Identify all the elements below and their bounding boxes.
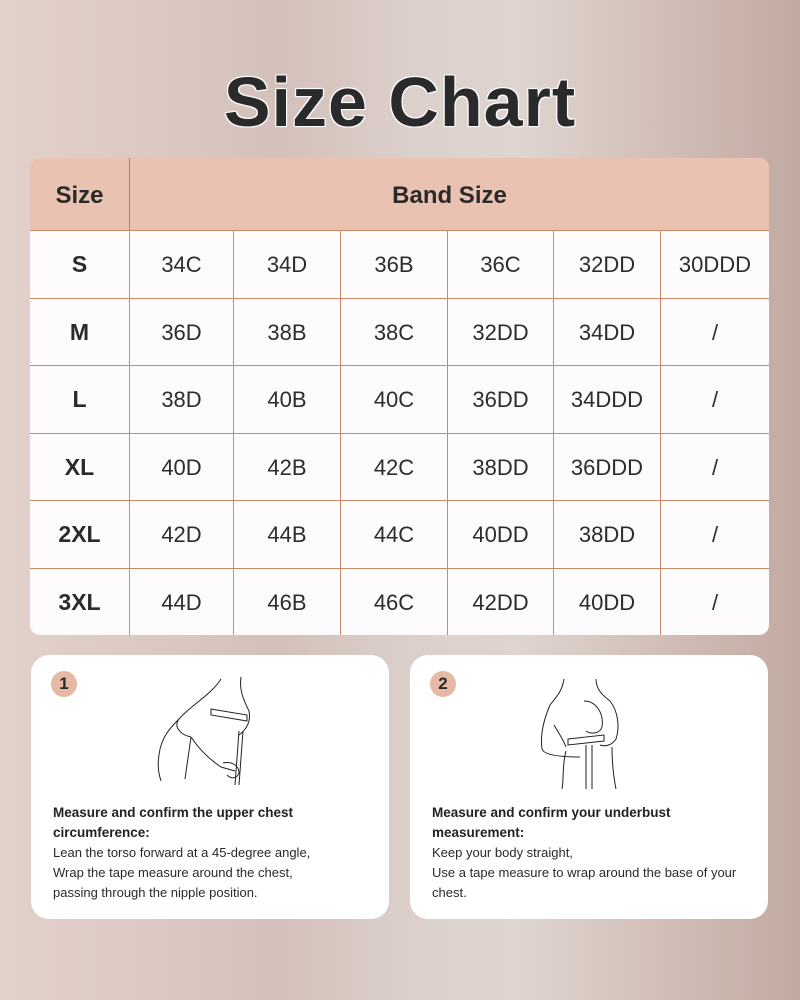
band-size-cell: 38D [130,366,234,433]
instruction-line: Keep your body straight, [432,845,573,860]
band-size-cell: 38C [341,299,448,366]
band-size-cell: 44D [130,569,234,636]
band-size-cell: 38DD [448,434,554,501]
table-header [30,158,769,230]
band-size-cell: 46C [341,569,448,636]
band-size-cell: 42DD [448,569,554,636]
band-size-cell: 40D [130,434,234,501]
size-label: L [30,366,130,433]
band-size-cell: / [711,454,719,480]
underbust-measure-icon [540,675,660,791]
instruction-line: chest. [432,885,467,900]
band-size-cell: 32DD [448,299,554,366]
upper-chest-measure-icon [151,675,271,791]
band-size-cell: 44B [234,501,341,568]
instruction-line: Lean the torso forward at a 45-degree angle, [53,845,311,860]
band-size-cell: / [711,522,719,547]
band-size-cell: 30DDD [678,252,752,277]
band-size-cell: 36B [341,231,448,298]
table-row [30,500,769,568]
size-label: 3XL [30,569,130,636]
band-size-cell: 40DD [554,569,661,636]
band-size-cell: 36C [448,231,554,298]
band-size-cell: 38DD [554,501,661,568]
table-row [30,365,769,433]
band-size-cell: 42D [130,501,234,568]
table-row [30,433,769,501]
size-label: M [30,299,130,366]
instruction-line: Use a tape measure to wrap around the base of your [432,865,737,880]
step-instructions [53,843,378,903]
instruction-line: Wrap the tape measure around the chest, [53,865,293,880]
step-card-2 [410,655,768,919]
band-size-cell: 34C [130,231,234,298]
band-size-cell: / [711,589,719,615]
size-column-header: Size [30,158,130,230]
table-row [30,298,769,366]
step-heading: Measure and confirm the upper chest circumference: [53,805,294,840]
size-label: 2XL [30,501,130,568]
band-size-column-header: Band Size [392,182,507,209]
table-row [30,568,769,636]
size-chart-table [30,158,769,635]
page-title: Size Chart [223,63,577,141]
step-instructions [432,843,757,903]
step-card-1 [31,655,389,919]
band-size-cell: / [711,387,719,412]
size-label: XL [30,434,130,501]
table-row [30,230,769,298]
step-heading: Measure and confirm your underbust measurement: [432,805,671,840]
step-number-badge: 2 [430,671,456,697]
size-label: S [30,231,130,298]
band-size-cell: 36D [130,299,234,366]
band-size-cell: 42C [341,434,448,501]
band-size-cell: 38B [234,299,341,366]
band-size-cell: 46B [234,569,341,636]
band-size-cell: / [711,319,719,345]
band-size-cell: 36DDD [554,434,661,501]
step-number-badge: 1 [51,671,77,697]
band-size-cell: 34D [234,231,341,298]
instruction-line: passing through the nipple position. [53,885,258,900]
band-size-cell: 42B [234,434,341,501]
band-size-cell: 34DDD [554,366,661,433]
band-size-cell: 40B [234,366,341,433]
band-size-cell: 44C [341,501,448,568]
band-size-cell: 36DD [448,366,554,433]
band-size-cell: 34DD [554,299,661,366]
band-size-cell: 40DD [448,501,554,568]
band-size-cell: 32DD [554,231,661,298]
band-size-cell: 40C [341,366,448,433]
